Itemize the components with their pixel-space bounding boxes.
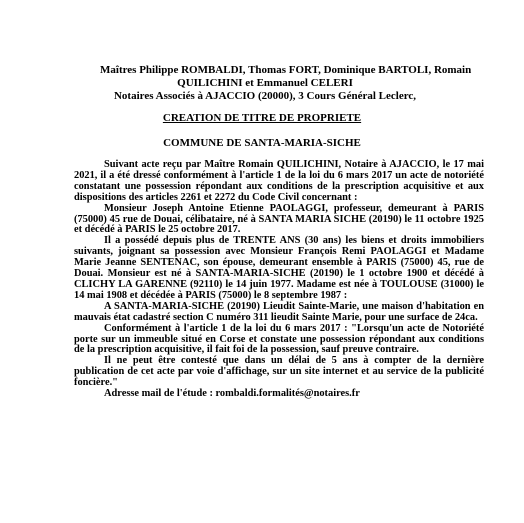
paragraph-owner: Monsieur Joseph Antoine Etienne PAOLAGGI, professeur, demeurant à PARIS (75000) 45 rue de Douai, célibataire, né à SANTA MARIA SICHE (20190) le 11 octobre 1925 et décédé à PARIS le 25 octobre 2017. [74,202,484,236]
paragraph-property: A SANTA-MARIA-SICHE (20190) Lieudit Sainte-Marie, une maison d'habitation en mauvais état cadastré section C numéro 311 lieudit Sainte Marie, pour une surface de 24ca. [74,300,484,323]
document-body [74,160,484,400]
notary-header [100,64,472,103]
paragraph-contest: Il ne peut être contesté que dans un délai de 5 ans à compter de la dernière publication de cet acte par voie d'affichage, sur un site internet et au service de la publicité foncière." [74,355,484,389]
header-line-3: Notaires Associés à AJACCIO (20000), 3 Cours Général Leclerc, [113,90,417,102]
document-title: CREATION DE TITRE DE PROPRIETE [162,112,362,124]
paragraph-possession: Il a possédé depuis plus de TRENTE ANS (30 ans) les biens et droits immobiliers suivants, joignant sa possession avec Monsieur François Remi PAOLAGGI et Madame Marie Jeanne SENTENAC, son épouse, demeurant ensemble à PARIS (75000) 45, rue de Douai. Monsieur est né à SANTA-MARIA-SICHE (20190) le 1 octobre 1900 et décédé à CLICHY LA GARENNE (92110) le 14 juin 1977. Madame est née à TOULOUSE (31000) le 14 mai 1908 et décédée à PARIS (75000) le 8 septembre 1987 : [74,235,484,301]
header-line-2: QUILICHINI et Emmanuel CELERI [177,77,353,89]
paragraph-law: Conformément à l'article 1 de la loi du 6 mars 2017 : "Lorsqu'un acte de Notoriété porte sur un immeuble situé en Corse et constate une possession répondant aux conditions de la prescription acquisitive, il fait foi de la possession, sauf preuve contraire. [74,322,484,356]
header-line-1: Maîtres Philippe ROMBALDI, Thomas FORT, Dominique BARTOLI, Romain [100,64,472,76]
paragraph-email: Adresse mail de l'étude : rombaldi.formalités@notaires.fr [104,388,360,400]
paragraph-act: Suivant acte reçu par Maître Romain QUILICHINI, Notaire à AJACCIO, le 17 mai 2021, il a été dressé conformément à l'article 1 de la loi du 6 mars 2017 un acte de notoriété constatant une possession répondant aux conditions de la prescription acquisitive et aux dispositions des articles 2261 et 2272 du Code Civil concernant : [74,159,484,203]
commune-heading: COMMUNE DE SANTA-MARIA-SICHE [163,137,361,149]
